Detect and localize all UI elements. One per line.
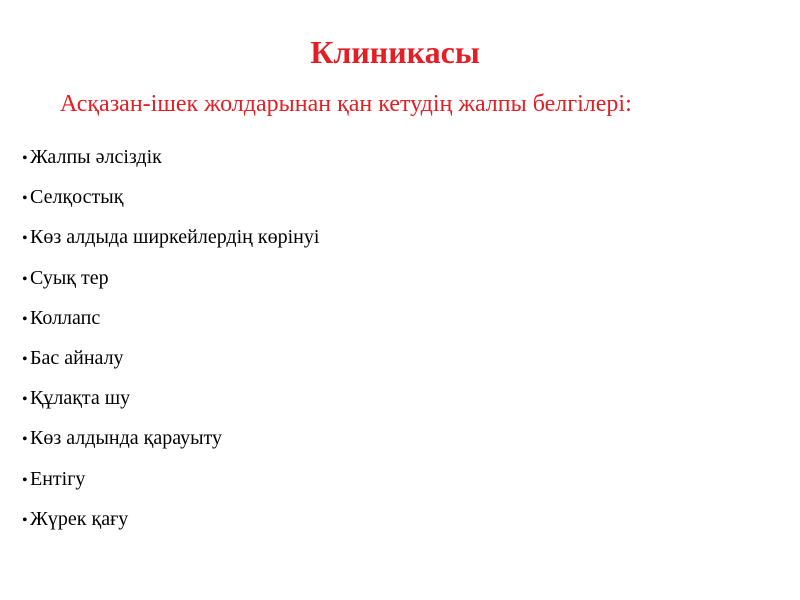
list-item-text: Суық тер bbox=[30, 266, 109, 289]
bullet-icon: • bbox=[22, 270, 28, 288]
list-item bbox=[22, 343, 319, 373]
list-item bbox=[22, 464, 319, 494]
bullet-icon: • bbox=[22, 471, 28, 489]
slide-title: Клиникасы bbox=[310, 34, 480, 70]
bullet-icon: • bbox=[22, 391, 28, 409]
list-item-text: Көз алдында қарауыту bbox=[30, 427, 223, 450]
list-item-text: Коллапс bbox=[30, 306, 101, 329]
list-item bbox=[22, 222, 319, 252]
list-item-text: Ентігу bbox=[30, 467, 86, 490]
slide-subtitle: Асқазан-ішек жолдарынан қан кетудің жалпы белгілері: bbox=[60, 91, 632, 117]
bullet-icon: • bbox=[22, 190, 28, 208]
bullet-icon: • bbox=[22, 350, 28, 368]
bullet-icon: • bbox=[22, 431, 28, 449]
bullet-icon: • bbox=[22, 511, 28, 529]
list-item-text: Жалпы әлсіздік bbox=[30, 146, 162, 168]
list-item bbox=[22, 303, 319, 333]
symptom-list bbox=[22, 142, 319, 544]
bullet-icon: • bbox=[22, 310, 28, 328]
list-item-text: Селқостық bbox=[30, 186, 124, 209]
list-item bbox=[22, 383, 319, 413]
bullet-icon: • bbox=[22, 230, 28, 248]
list-item-text: Құлақта шу bbox=[30, 387, 131, 410]
list-item bbox=[22, 182, 319, 212]
list-item bbox=[22, 504, 319, 534]
list-item bbox=[22, 263, 319, 293]
list-item bbox=[22, 142, 319, 172]
list-item bbox=[22, 423, 319, 453]
list-item-text: Бас айналу bbox=[30, 346, 124, 369]
bullet-icon: • bbox=[22, 150, 28, 167]
list-item-text: Көз алдыда ширкейлердің көрінуі bbox=[30, 226, 320, 249]
list-item-text: Жүрек қағу bbox=[30, 507, 129, 530]
